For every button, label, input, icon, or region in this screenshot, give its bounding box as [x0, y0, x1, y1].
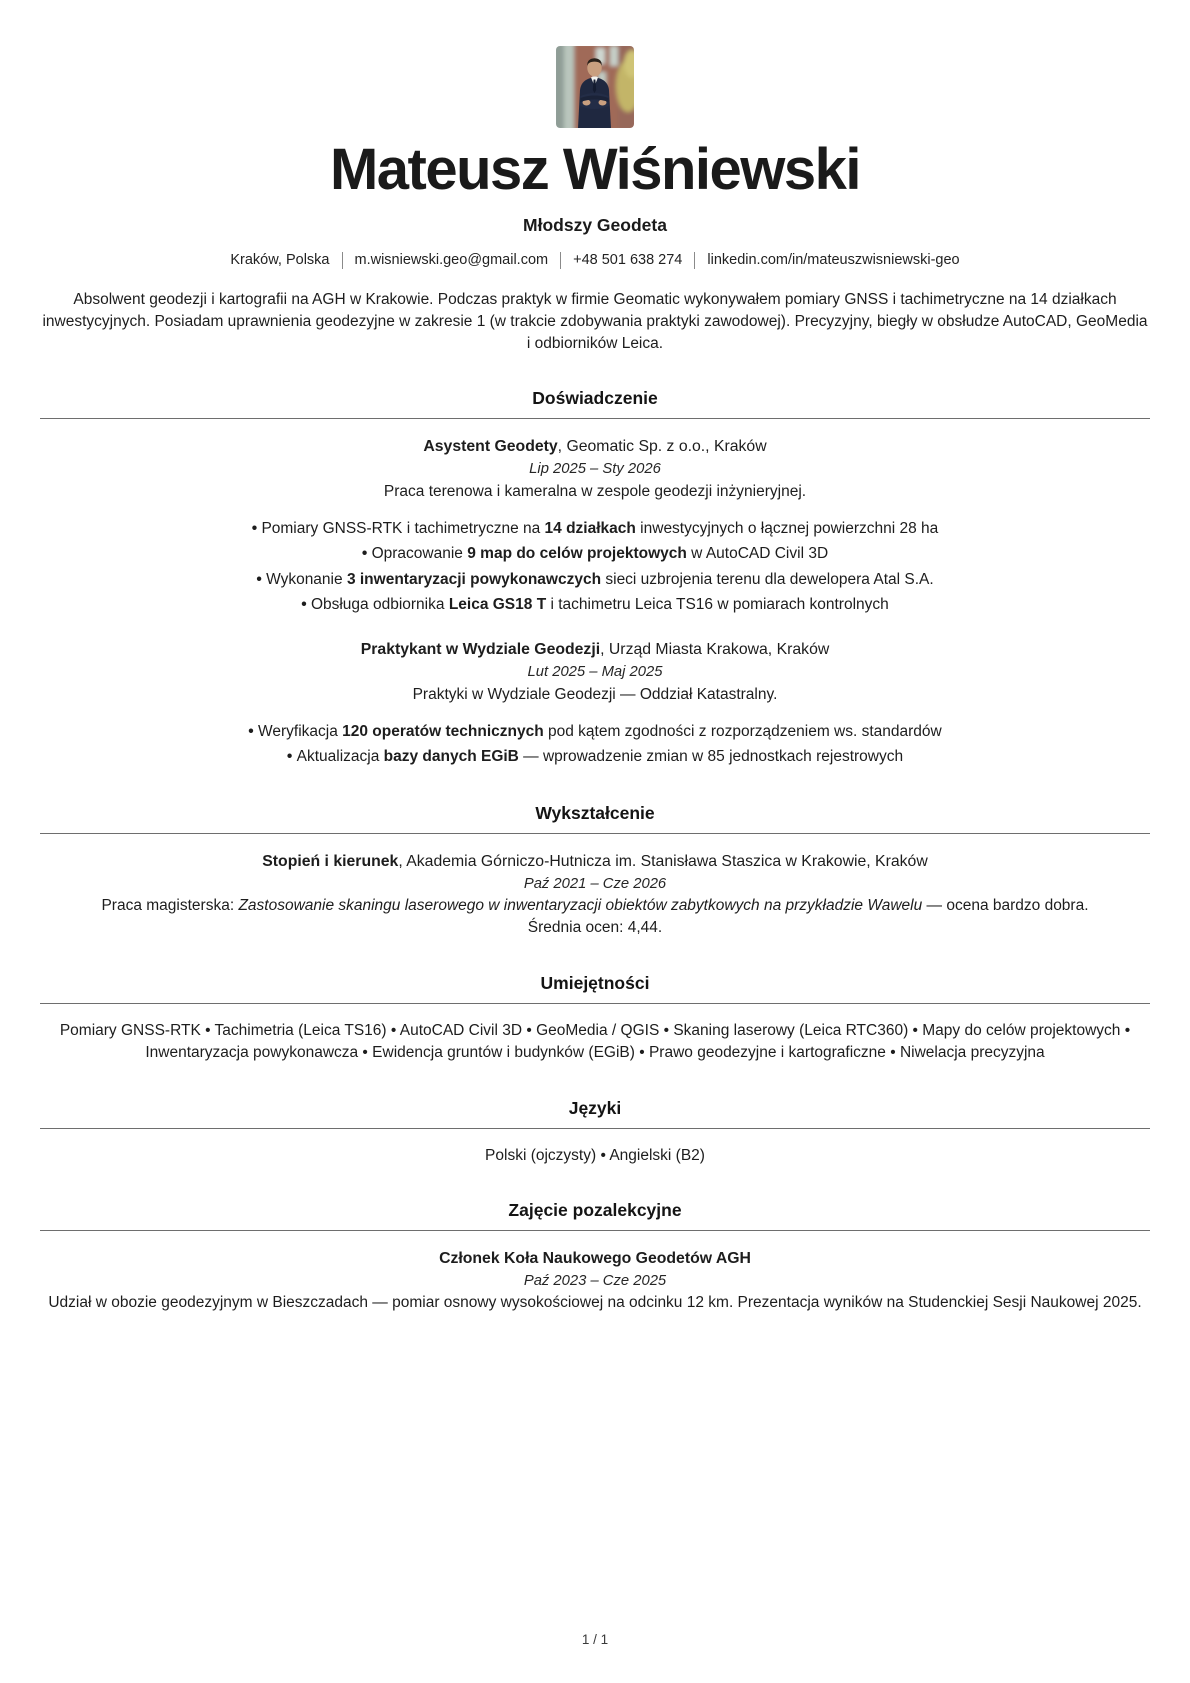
activity-dates: Paź 2023 – Cze 2025	[523, 1273, 667, 1290]
job-company: , Geomatic Sp. z o.o., Kraków	[557, 437, 767, 455]
bullet-item: • Aktualizacja bazy danych EGiB — wprowadzenie zmian w 85 jednostkach rejestrowych	[40, 744, 1150, 770]
job-heading	[40, 639, 1150, 661]
education-institution: , Akademia Górniczo-Hutnicza im. Stanisława Staszica w Krakowie, Kraków	[398, 852, 928, 870]
section-experience	[40, 388, 1150, 770]
bullet-item: • Obsługa odbiornika Leica GS18 T i tachimetru Leica TS16 w pomiarach kontrolnych	[40, 592, 1150, 618]
contact-email: m.wisniewski.geo@gmail.com	[354, 252, 549, 269]
job-role: Praktykant w Wydziale Geodezji	[360, 640, 601, 658]
job-dates: Lut 2025 – Maj 2025	[527, 663, 663, 680]
job-dates: Lip 2025 – Sty 2026	[529, 460, 661, 477]
summary-paragraph: Absolwent geodezji i kartografii na AGH w Krakowie. Podczas praktyk w firmie Geomatic wykonywałem pomiary GNSS i tachimetryczne na 14 działkach inwestycyjnych. Posiadam uprawnienia geodezyjne w zakresie 1 (w trakcie zdobywania praktyki zawodowej). Precyzyjny, biegły w obsłudze AutoCAD, GeoMedia i odbiorników Leica.	[42, 290, 1148, 352]
gpa-line: Średnia ocen: 4,44.	[527, 919, 663, 937]
section-title-experience: Doświadczenie	[532, 387, 658, 408]
contact-divider	[694, 252, 695, 269]
section-title-education: Wykształcenie	[535, 802, 655, 823]
section-divider	[40, 1003, 1150, 1004]
bullet-list	[40, 719, 1150, 770]
activity-entry	[40, 1248, 1150, 1315]
contact-bar	[40, 252, 1150, 269]
contact-divider	[560, 252, 561, 269]
section-divider	[40, 833, 1150, 834]
section-divider	[40, 418, 1150, 419]
education-heading	[40, 851, 1150, 873]
job-entry	[40, 639, 1150, 770]
page-number: 1 / 1	[581, 1632, 609, 1647]
job-role: Asystent Geodety	[423, 437, 558, 455]
contact-divider	[342, 252, 343, 269]
bullet-item: • Wykonanie 3 inwentaryzacji powykonawczych sieci uzbrojenia terenu dla dewelopera Atal S.A.	[40, 567, 1150, 593]
skills-text: Pomiary GNSS-RTK • Tachimetria (Leica TS16) • AutoCAD Civil 3D • GeoMedia / QGIS • Skaning laserowy (Leica RTC360) • Mapy do celów projektowych • Inwentaryzacja powykonawcza • Ewidencja gruntów i budynków (EGiB) • Prawo geodezyjne i kartograficzne • Niwelacja precyzyjna	[59, 1021, 1131, 1062]
bullet-item: • Weryfikacja 120 operatów technicznych pod kątem zgodności z rozporządzeniem ws. standardów	[40, 719, 1150, 745]
portrait-photo-graphic	[556, 46, 634, 128]
candidate-role: Młodszy Geodeta	[523, 214, 667, 235]
job-description: Praca terenowa i kameralna w zespole geodezji inżynieryjnej.	[383, 482, 807, 500]
contact-phone: +48 501 638 274	[573, 252, 683, 269]
section-title-activities: Zajęcie pozalekcyjne	[508, 1200, 682, 1221]
section-skills	[40, 973, 1150, 1065]
bullet-item: • Pomiary GNSS-RTK i tachimetryczne na 14 działkach inwestycyjnych o łącznej powierzchni 28 ha	[40, 516, 1150, 542]
job-description: Praktyki w Wydziale Geodezji — Oddział Katastralny.	[412, 685, 778, 703]
activity-role: Członek Koła Naukowego Geodetów AGH	[439, 1250, 751, 1268]
job-heading	[40, 436, 1150, 458]
languages-text: Polski (ojczysty) • Angielski (B2)	[485, 1146, 705, 1164]
education-entry	[40, 851, 1150, 940]
section-languages	[40, 1098, 1150, 1168]
section-divider	[40, 1128, 1150, 1129]
candidate-name: Mateusz Wiśniewski	[329, 137, 861, 202]
job-entry	[40, 436, 1150, 618]
section-education	[40, 803, 1150, 940]
contact-linkedin: linkedin.com/in/mateuszwisniewski-geo	[707, 252, 960, 269]
portrait-photo	[556, 46, 634, 128]
activity-description: Udział w obozie geodezyjnym w Bieszczadach — pomiar osnowy wysokościowej na odcinku 12 km. Prezentacja wyników na Studenckiej Sesji Naukowej 2025.	[48, 1294, 1142, 1312]
education-dates: Paź 2021 – Cze 2026	[523, 875, 667, 892]
section-title-skills: Umiejętności	[540, 972, 650, 993]
section-activities	[40, 1200, 1150, 1315]
section-divider	[40, 1230, 1150, 1231]
section-title-languages: Języki	[568, 1097, 622, 1118]
bullet-list	[40, 516, 1150, 618]
bullet-item: • Opracowanie 9 map do celów projektowych w AutoCAD Civil 3D	[40, 541, 1150, 567]
education-degree: Stopień i kierunek	[262, 852, 399, 870]
thesis-line: Praca magisterska: Zastosowanie skaningu laserowego w inwentaryzacji obiektów zabytkowych na przykładzie Wawelu — ocena bardzo dobra.	[101, 896, 1089, 914]
contact-location: Kraków, Polska	[230, 252, 330, 269]
job-company: , Urząd Miasta Krakowa, Kraków	[600, 640, 830, 658]
activity-heading	[40, 1248, 1150, 1270]
